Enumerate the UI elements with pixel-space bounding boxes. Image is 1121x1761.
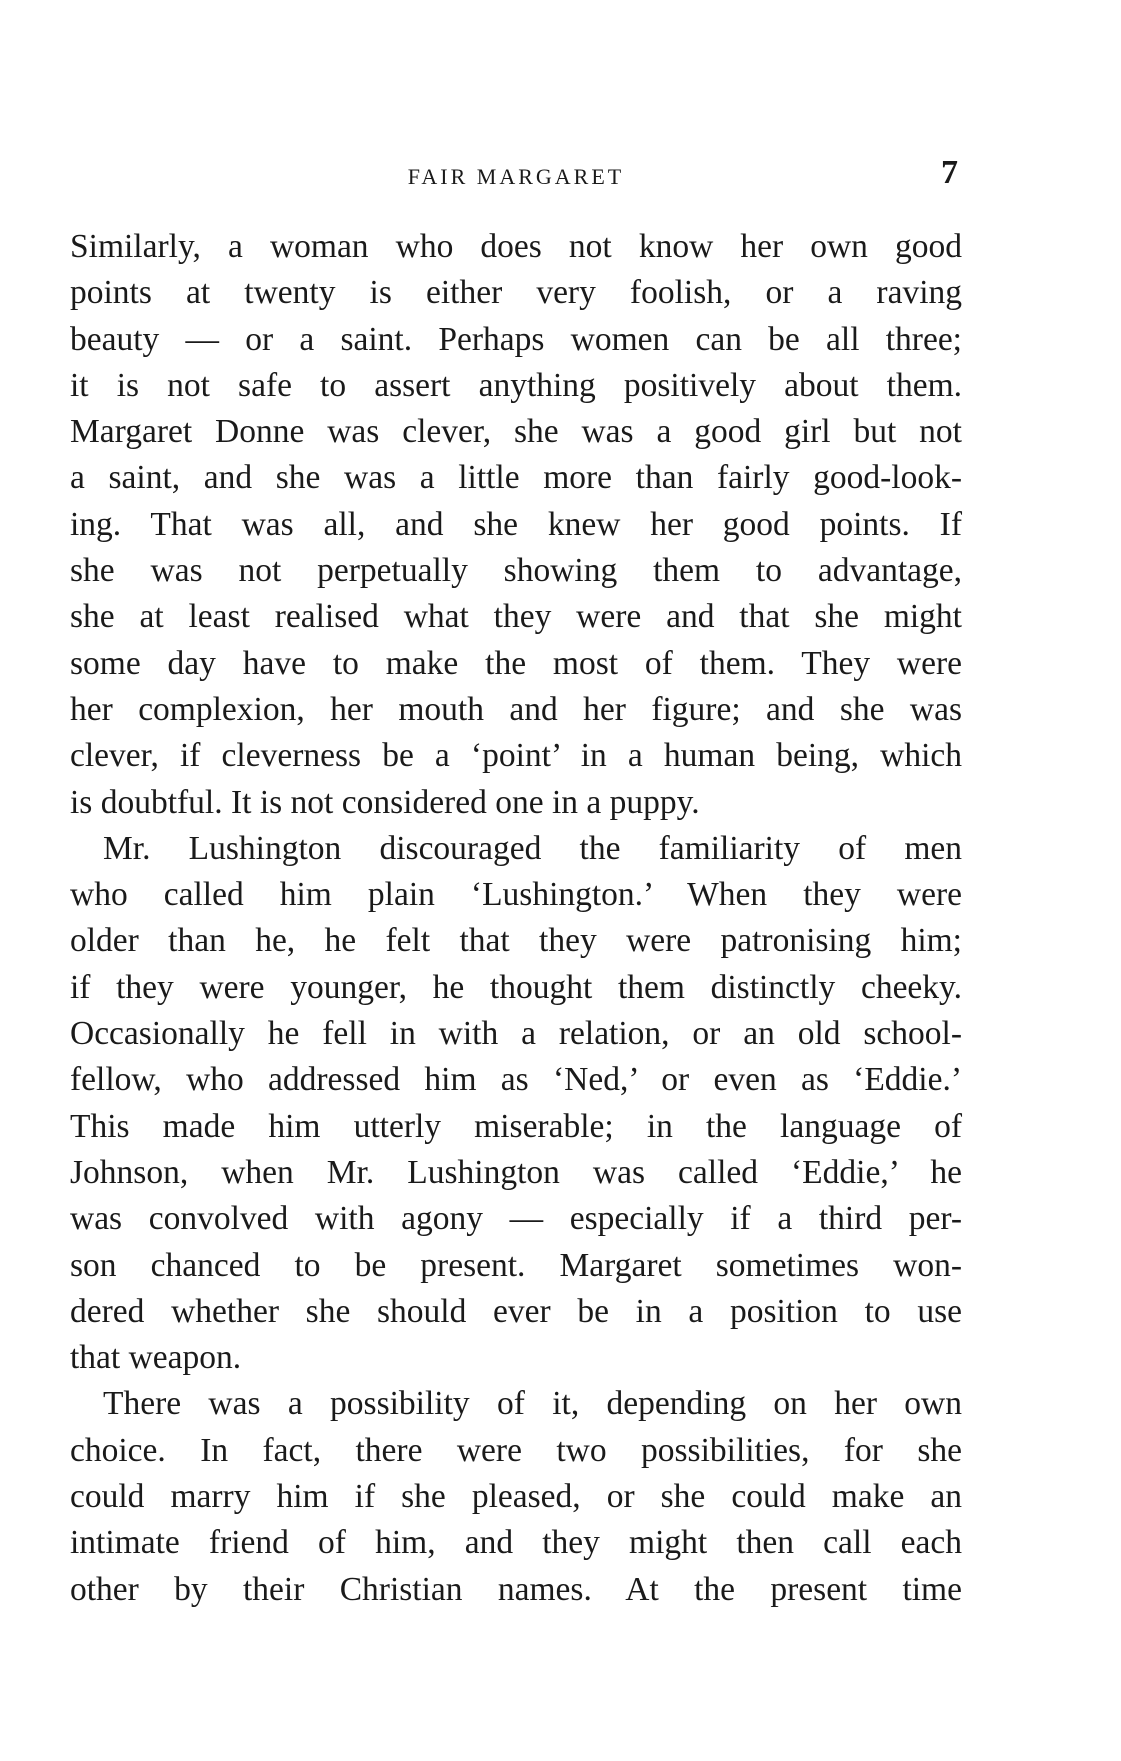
- text-line: if they were younger, he thought them distinctly cheeky.: [70, 968, 962, 1006]
- text-line: This made him utterly miserable; in the language of: [70, 1107, 962, 1145]
- text-line: choice. In fact, there were two possibilities, for she: [70, 1431, 962, 1469]
- paragraph-3: [70, 1381, 962, 1612]
- paragraph-2: [70, 826, 962, 1382]
- text-line: that weapon.: [70, 1339, 242, 1377]
- text-line: Johnson, when Mr. Lushington was called ‘Eddie,’ he: [70, 1153, 962, 1191]
- text-line: was convolved with agony — especially if a third per-: [70, 1200, 962, 1238]
- running-title: FAIR MARGARET: [407, 164, 625, 189]
- text-line: Mr. Lushington discouraged the familiarity of men: [103, 829, 962, 867]
- text-line: she at least realised what they were and that she might: [70, 598, 962, 636]
- text-line: There was a possibility of it, depending on her own: [103, 1385, 962, 1423]
- text-line: her complexion, her mouth and her figure; and she was: [70, 690, 962, 728]
- page-number: 7: [941, 154, 958, 191]
- text-line: fellow, who addressed him as ‘Ned,’ or even as ‘Eddie.’: [70, 1061, 962, 1099]
- text-line: clever, if cleverness be a ‘point’ in a human being, which: [70, 737, 962, 775]
- text-line: some day have to make the most of them. They were: [70, 644, 962, 682]
- text-line: it is not safe to assert anything positively about them.: [70, 366, 962, 404]
- running-head: [70, 154, 962, 200]
- text-line: she was not perpetually showing them to advantage,: [70, 552, 962, 590]
- paragraph-1: [70, 224, 962, 826]
- text-line: Occasionally he fell in with a relation, or an old school-: [70, 1015, 962, 1053]
- text-line: Similarly, a woman who does not know her own good: [70, 228, 962, 265]
- text-line: who called him plain ‘Lushington.’ When they were: [70, 876, 962, 914]
- text-line: intimate friend of him, and they might then call each: [70, 1524, 962, 1562]
- text-line: could marry him if she pleased, or she could make an: [70, 1478, 962, 1516]
- text-line: dered whether she should ever be in a position to use: [70, 1292, 962, 1330]
- text-line: Margaret Donne was clever, she was a good girl but not: [70, 413, 962, 451]
- body-text: [70, 224, 962, 1613]
- text-line: beauty — or a saint. Perhaps women can be all three;: [70, 320, 962, 358]
- text-line: son chanced to be present. Margaret sometimes won-: [70, 1246, 962, 1284]
- text-line: a saint, and she was a little more than fairly good-look-: [70, 459, 962, 497]
- text-line: ing. That was all, and she knew her good points. If: [70, 505, 962, 543]
- text-line: points at twenty is either very foolish, or a raving: [70, 274, 962, 312]
- text-line: other by their Christian names. At the present time: [70, 1570, 962, 1608]
- text-line: older than he, he felt that they were patronising him;: [70, 922, 962, 960]
- text-line: is doubtful. It is not considered one in a puppy.: [70, 783, 700, 821]
